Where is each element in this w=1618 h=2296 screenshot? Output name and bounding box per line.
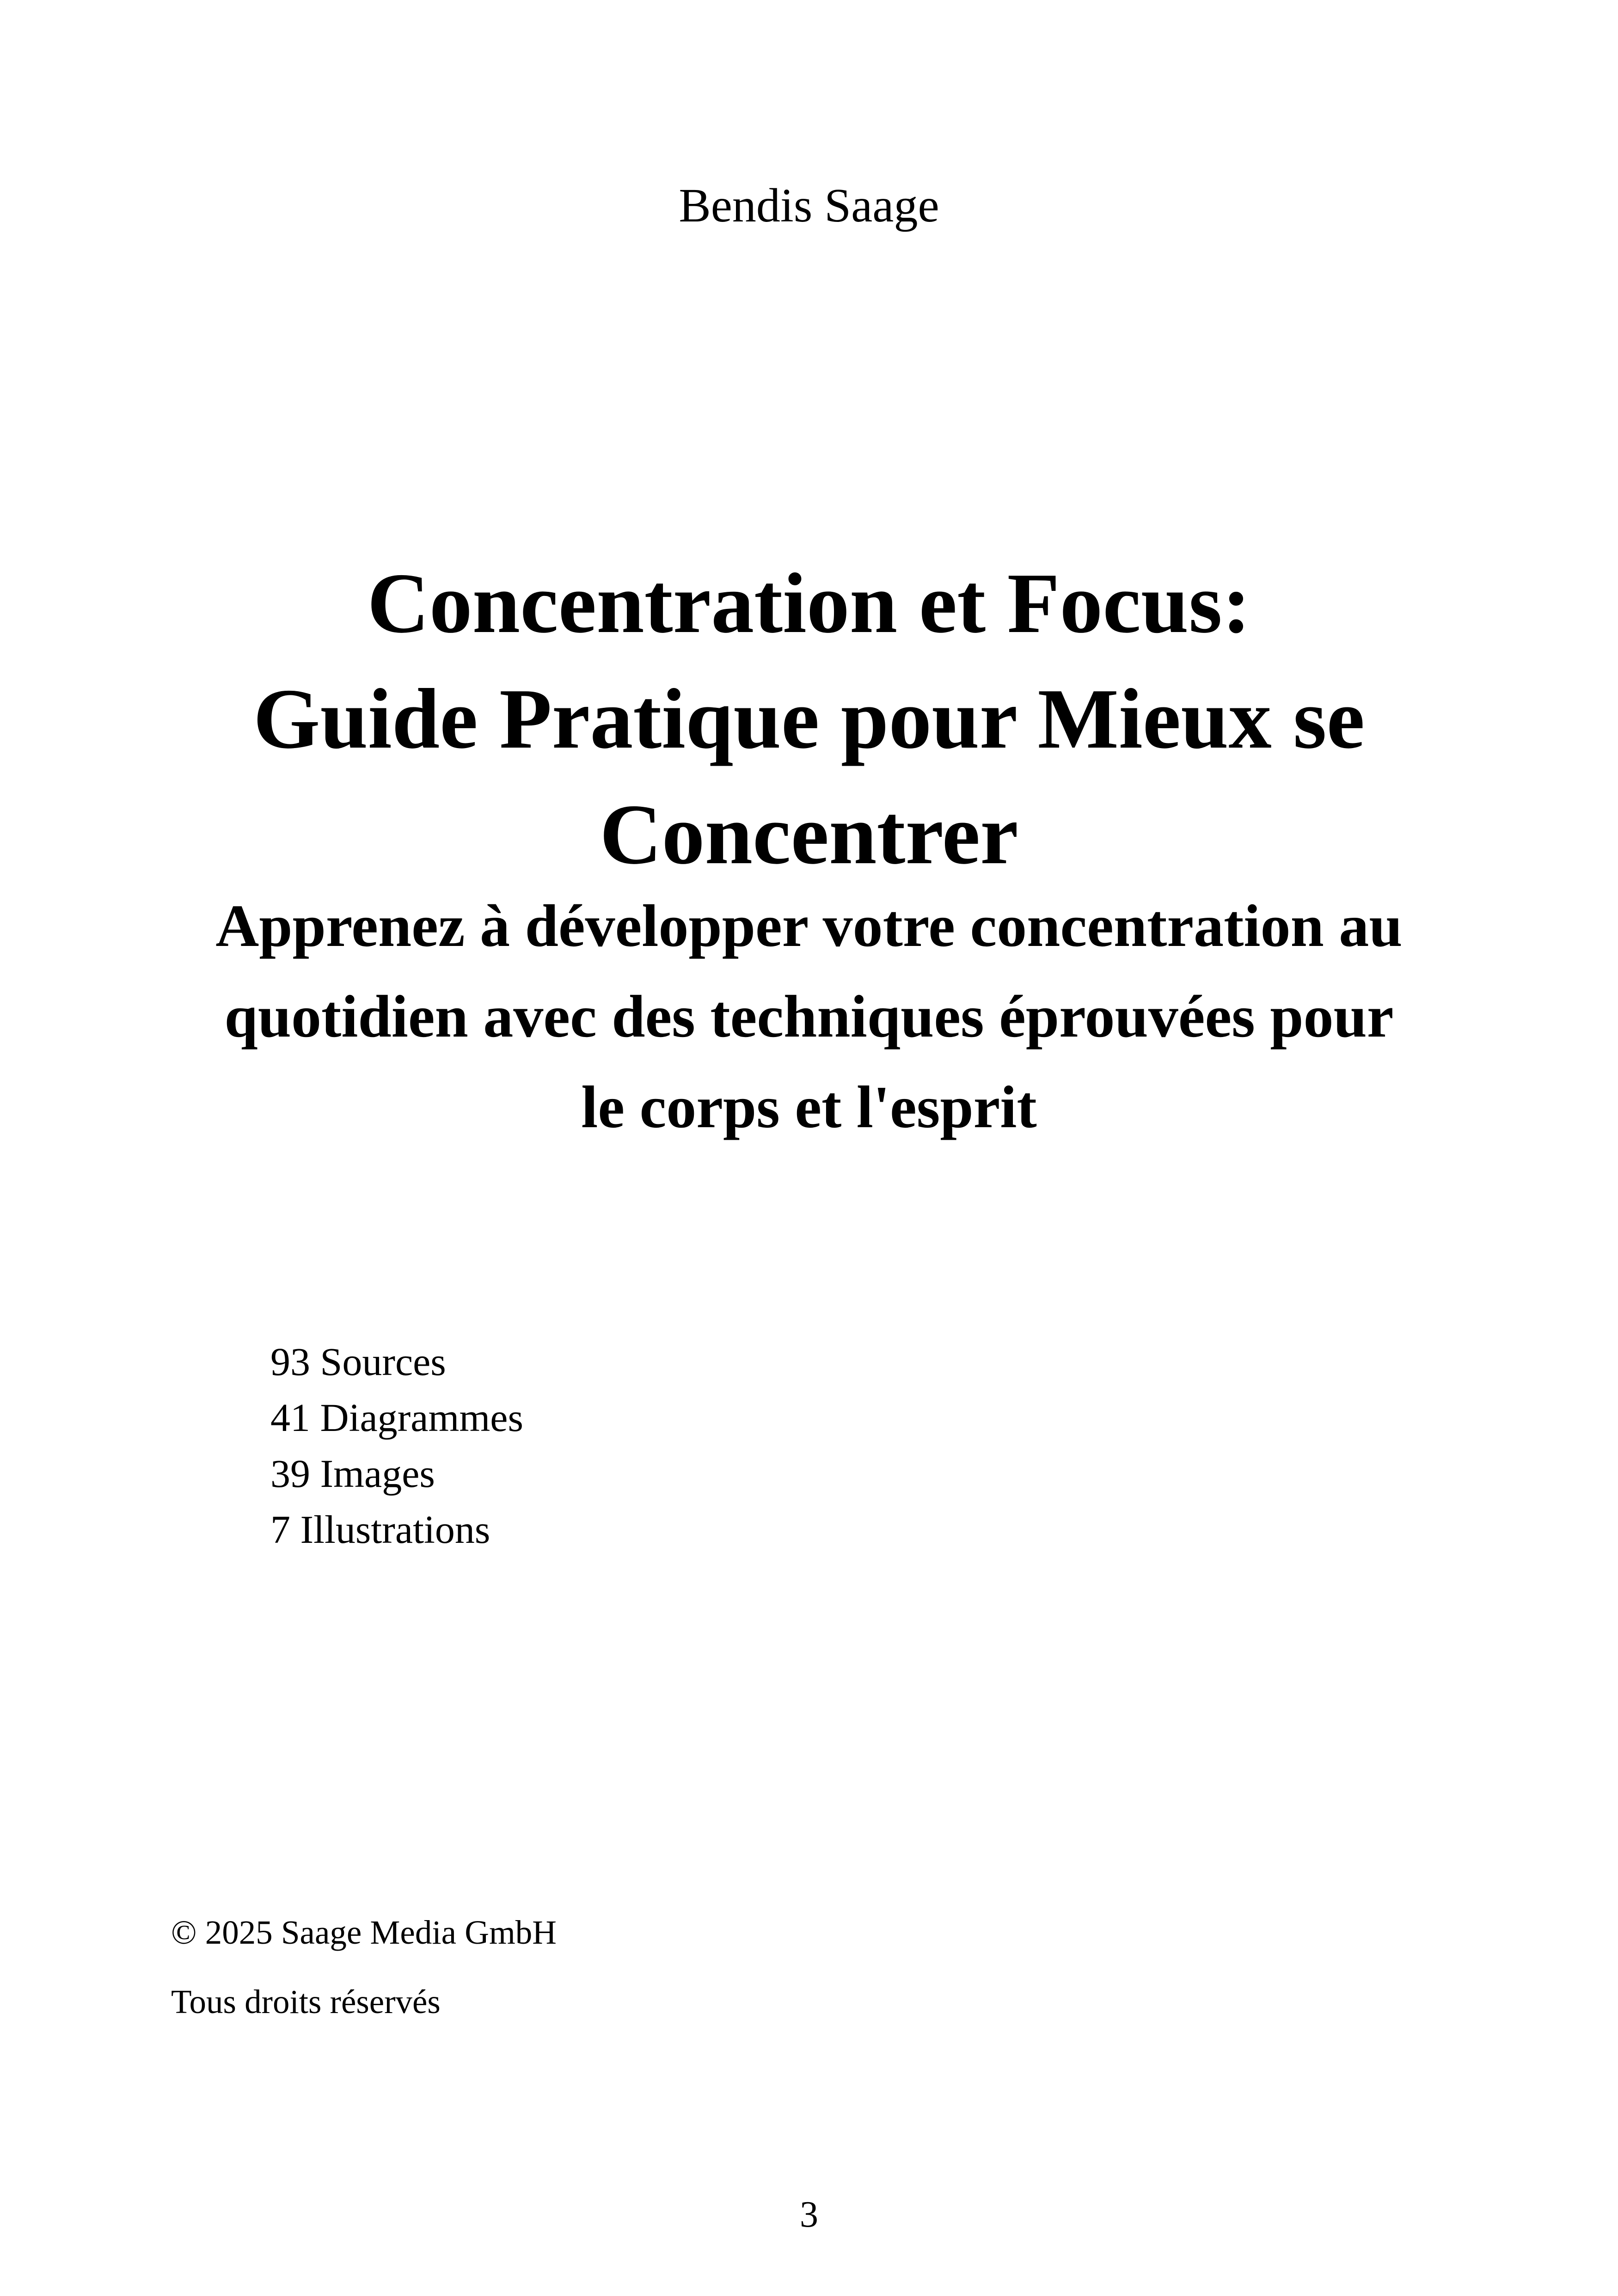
- content-stats-list: [270, 1334, 523, 1558]
- rights-notice: Tous droits réservés: [171, 1983, 441, 2020]
- title-line: Concentration et Focus:: [367, 556, 1251, 651]
- book-title: [0, 546, 1618, 892]
- stat-illustrations: 7 Illustrations: [270, 1507, 490, 1552]
- title-line: Concentrer: [600, 787, 1018, 882]
- page-number: 3: [800, 2194, 818, 2235]
- subtitle-line: quotidien avec des techniques éprouvées pour: [224, 983, 1394, 1050]
- stat-sources: 93 Sources: [270, 1339, 446, 1384]
- copyright-notice: © 2025 Saage Media GmbH: [171, 1914, 557, 1951]
- title-line: Guide Pratique pour Mieux se: [253, 671, 1365, 767]
- subtitle-line: le corps et l'esprit: [581, 1074, 1037, 1141]
- stat-diagrams: 41 Diagrammes: [270, 1395, 523, 1440]
- author-name: Bendis Saage: [679, 179, 939, 232]
- book-subtitle: [0, 881, 1618, 1153]
- stat-images: 39 Images: [270, 1451, 435, 1496]
- subtitle-line: Apprenez à développer votre concentration au: [215, 893, 1403, 959]
